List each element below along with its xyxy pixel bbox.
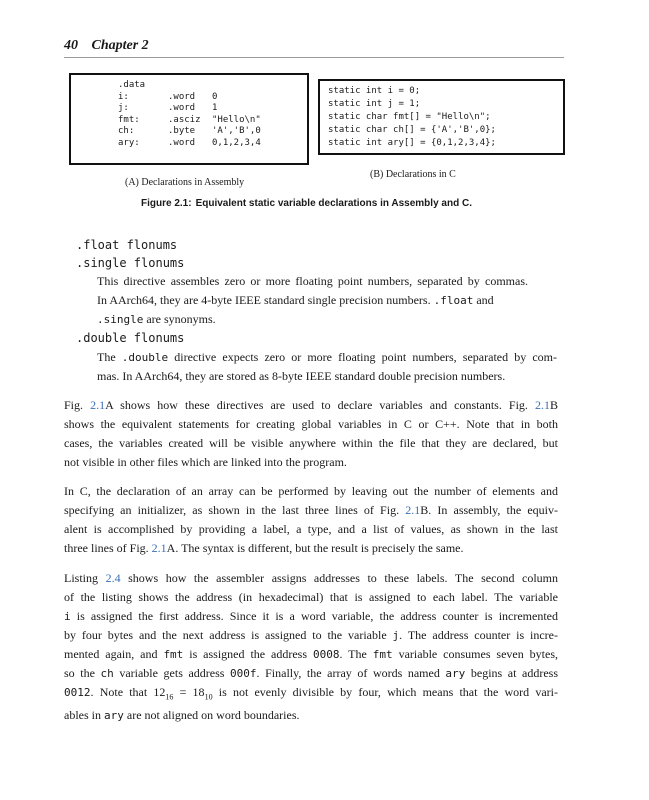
text-line: mented again, and fmt is assigned the address 0008. The fmt variable consumes seven bytes,: [64, 647, 559, 661]
text-line: This directive assembles zero or more floating point numbers, separated by commas.: [97, 274, 528, 288]
double-description: [97, 348, 557, 386]
text-line: not visible in other files which are linked into the program.: [64, 455, 347, 469]
asm-label: ch:: [118, 126, 135, 136]
directive-double: .double flonums: [76, 331, 185, 345]
asm-op: [168, 80, 212, 92]
text-line: alent is accomplished by providing a label, a type, and a list of values, as shown in the last: [64, 522, 558, 536]
running-header: [64, 38, 149, 54]
figure-ref-link[interactable]: 2.1: [534, 398, 550, 412]
text-line: In C, the declaration of an array can be performed by leaving out the number of elements and: [64, 484, 558, 498]
asm-op: .word: [168, 91, 196, 102]
asm-row: [118, 103, 261, 115]
figure-caption-text: Equivalent static variable declarations in Assembly and C.: [195, 198, 472, 209]
text-line: mas. In AArch64, they are stored as 8-byte IEEE standard double precision numbers.: [97, 369, 506, 383]
asm-op: .byte: [168, 126, 196, 136]
text-line: Listing 2.4 shows how the assembler assigns addresses to these labels. The second column: [64, 571, 558, 585]
assembly-code-table: [118, 80, 261, 149]
text-line: .single are synonyms.: [97, 312, 216, 326]
text-line: shows the equivalent statements for creating global variables in C or C++. Note that in both: [64, 417, 558, 431]
subcaption-a: (A) Declarations in Assembly: [125, 177, 245, 188]
asm-row: [118, 92, 261, 104]
c-code: [328, 85, 496, 150]
page-number: 40: [64, 38, 78, 53]
text-line: i is assigned the first address. Since it is a word variable, the address counter is incremented: [64, 609, 558, 623]
asm-row: [118, 115, 261, 127]
text-line: 0012. Note that $12_{16} = 18_{10}$ is not evenly divisible by four, which means that the word vari-: [64, 685, 558, 702]
text-line: The .double directive expects zero or more floating point numbers, separated by com-: [97, 350, 558, 364]
text-line: ables in ary are not aligned on word boundaries.: [64, 708, 300, 723]
directive-single: .single flonums: [76, 256, 185, 270]
text-line: In AArch64, they are 4-byte IEEE standard single precision numbers. .float and: [97, 293, 494, 307]
asm-label: ary:: [118, 137, 140, 148]
c-line: static int i = 0;: [328, 86, 421, 96]
figure-caption: [141, 198, 472, 209]
c-line: static int ary[] = {0,1,2,3,4};: [328, 138, 496, 148]
asm-op: .asciz: [168, 114, 201, 125]
asm-row: [118, 138, 261, 150]
text-line: Fig. 2.1A shows how these directives are used to declare variables and constants. Fig. 2.1B: [64, 398, 558, 412]
c-line: static int j = 1;: [328, 99, 421, 109]
asm-label: fmt:: [118, 114, 140, 125]
c-declarations-box: [318, 79, 565, 155]
asm-val: "Hello\n": [212, 114, 261, 125]
assembly-declarations-box: [69, 73, 309, 165]
asm-val: 'A','B',0: [212, 126, 261, 136]
chapter-title: Chapter 2: [91, 38, 149, 53]
asm-val: 0: [212, 91, 218, 102]
text-line: by four bytes and the next address is assigned to the variable j. The address counter is incre-: [64, 628, 558, 642]
asm-row: [118, 80, 261, 92]
text-line: of the listing shows the address (in hexadecimal) that is assigned to each label. The variable: [64, 590, 558, 604]
subcaption-b: (B) Declarations in C: [370, 169, 456, 180]
paragraph-1: [64, 396, 558, 472]
paragraph-3: [64, 569, 558, 725]
single-description: [97, 272, 528, 329]
c-line: static char fmt[] = "Hello\n";: [328, 112, 491, 122]
figure-caption-label: Figure 2.1:: [141, 198, 192, 209]
text-line: specifying an initializer, as shown in the last three lines of Fig. 2.1B. In assembly, the equiv-: [64, 503, 559, 517]
asm-label: .data: [118, 80, 146, 90]
listing-ref-link[interactable]: 2.4: [105, 571, 121, 585]
figure-ref-link[interactable]: 2.1: [151, 541, 167, 555]
asm-val: 1: [212, 103, 218, 113]
text-line: three lines of Fig. 2.1A. The syntax is different, but the result is precisely the same.: [64, 541, 464, 555]
asm-label: i:: [118, 91, 129, 102]
directive-float: .float flonums: [76, 238, 178, 252]
figure-ref-link[interactable]: 2.1: [90, 398, 106, 412]
text-line: so the ch variable gets address 000f. Finally, the array of words named ary begins at address: [64, 666, 559, 680]
figure-ref-link[interactable]: 2.1: [405, 503, 421, 517]
asm-op: .word: [168, 137, 196, 148]
c-line: static char ch[] = {'A','B',0};: [328, 125, 496, 135]
header-rule: [64, 57, 564, 58]
paragraph-2: [64, 482, 558, 558]
asm-label: j:: [118, 103, 129, 113]
asm-val: 0,1,2,3,4: [212, 137, 261, 148]
asm-row: [118, 126, 261, 138]
asm-val: [212, 80, 261, 92]
text-line: cases, the variables created will be visible anywhere within the file that they are declared, but: [64, 436, 558, 450]
asm-op: .word: [168, 103, 196, 113]
